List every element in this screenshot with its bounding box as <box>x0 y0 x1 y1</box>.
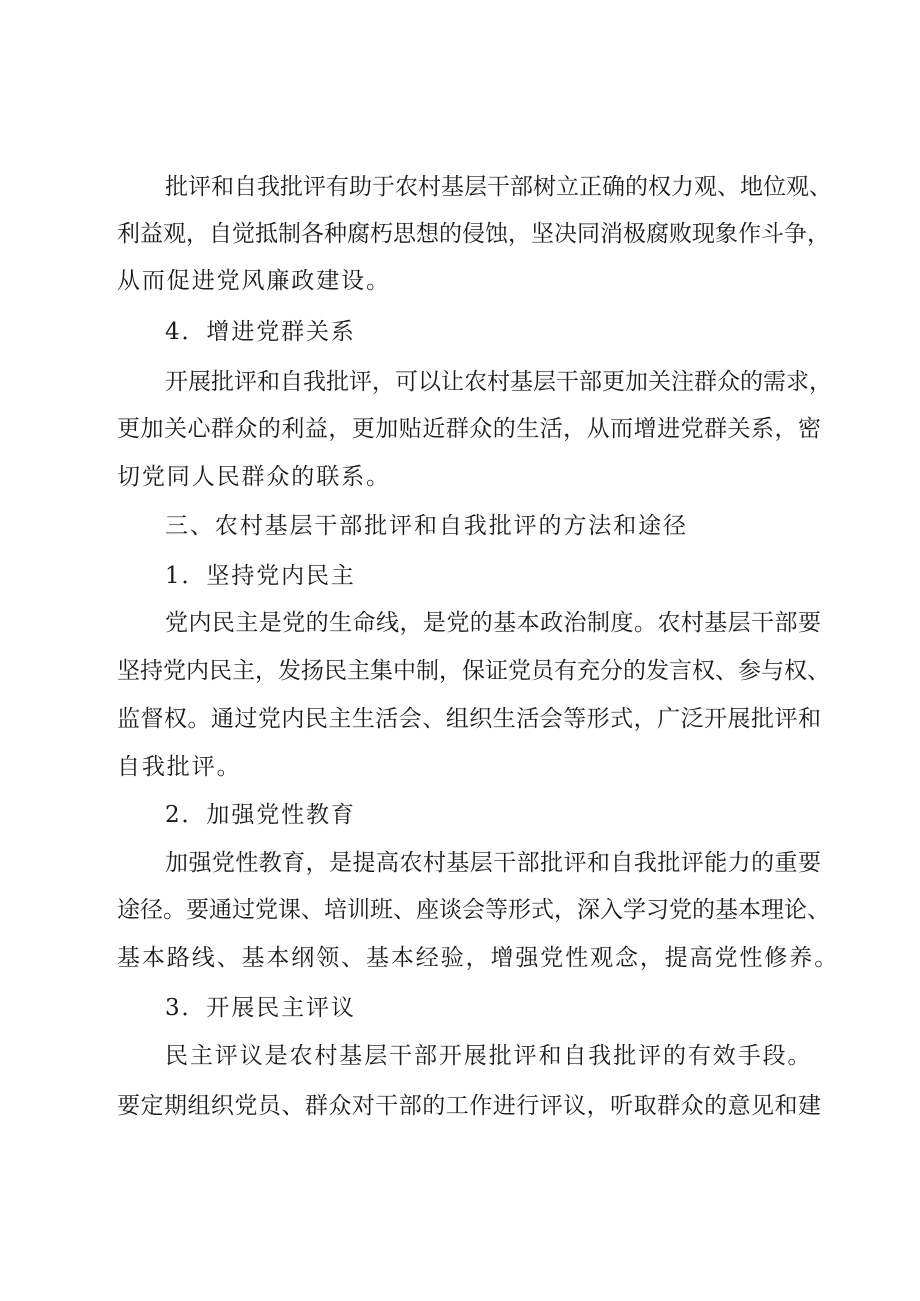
chapter-heading: 三、农村基层干部批评和自我批评的方法和途径 <box>165 513 688 539</box>
paragraph-line: 自我批评。 <box>117 754 242 780</box>
paragraph-line: 切党同人民群众的联系。 <box>117 464 391 490</box>
paragraph-line: 开展批评和自我批评，可以让农村基层干部更加关注群众的需求， <box>165 369 832 395</box>
paragraph-line: 基本路线、基本纲领、基本经验，增强党性观念，提高党性修养。 <box>117 945 840 971</box>
paragraph-line: 民主评议是农村基层干部开展批评和自我批评的有效手段。 <box>165 1043 813 1069</box>
paragraph-line: 要定期组织党员、群众对干部的工作进行评议，听取群众的意见和建 <box>117 1093 821 1119</box>
section-heading: 1．坚持党内民主 <box>165 563 356 589</box>
paragraph-line: 坚持党内民主，发扬民主集中制，保证党员有充分的发言权、参与权、 <box>117 658 830 684</box>
section-heading: 3．开展民主评议 <box>165 995 356 1021</box>
paragraph-line: 更加关心群众的利益，更加贴近群众的生活，从而增进党群关系，密 <box>117 416 821 442</box>
paragraph-line: 利益观，自觉抵制各种腐朽思想的侵蚀，坚决同消极腐败现象作斗争， <box>117 221 830 247</box>
paragraph-line: 加强党性教育，是提高农村基层干部批评和自我批评能力的重要 <box>165 850 821 876</box>
section-heading: 4．增进党群关系 <box>165 319 356 345</box>
section-heading: 2．加强党性教育 <box>165 802 356 828</box>
paragraph-line: 途径。要通过党课、培训班、座谈会等形式，深入学习党的基本理论、 <box>117 897 830 923</box>
paragraph-line: 监督权。通过党内民主生活会、组织生活会等形式，广泛开展批评和 <box>117 706 821 732</box>
paragraph-line: 从而促进党风廉政建设。 <box>117 268 391 294</box>
paragraph-line: 批评和自我批评有助于农村基层干部树立正确的权力观、地位观、 <box>165 174 832 200</box>
paragraph-line: 党内民主是党的生命线，是党的基本政治制度。农村基层干部要 <box>165 610 821 636</box>
